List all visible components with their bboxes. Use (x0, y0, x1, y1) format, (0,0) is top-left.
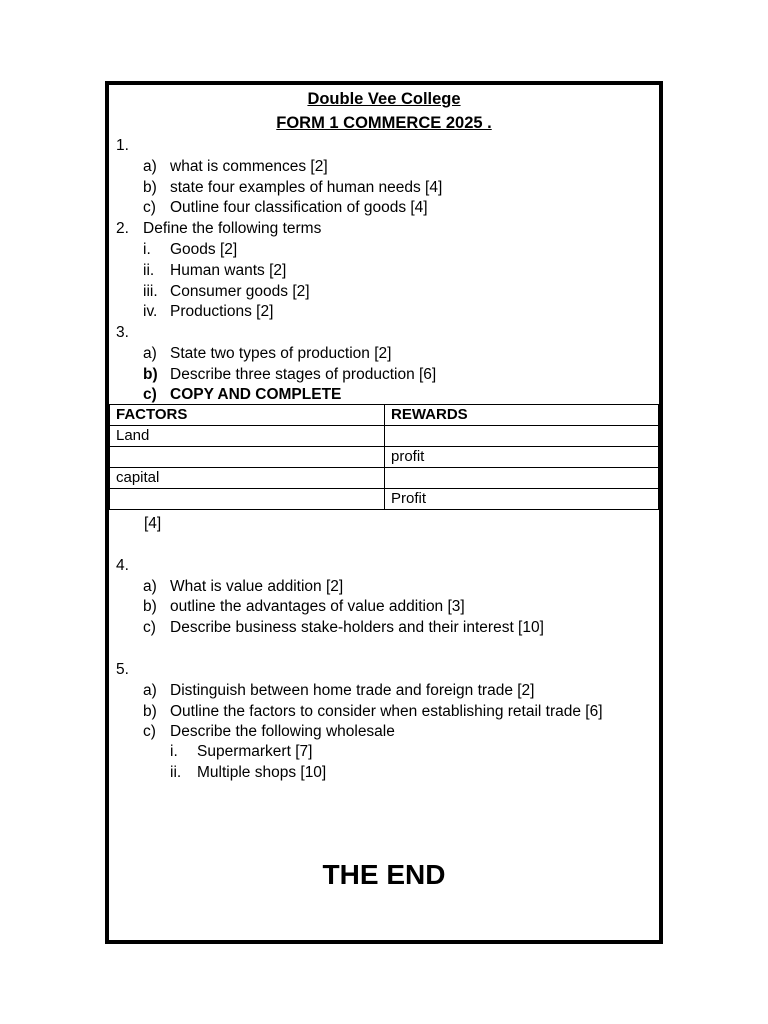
q3-b-text: Describe three stages of production [6] (170, 366, 437, 383)
q5-c-ii-text: Multiple shops [10] (197, 764, 327, 781)
q2-iii-marker: iii. (143, 283, 158, 300)
q2-text: Define the following terms (143, 220, 322, 237)
q5-c-text: Describe the following wholesale (170, 723, 395, 740)
q5-c-i-text: Supermarkert [7] (197, 743, 313, 760)
q4-c-text: Describe business stake-holders and their interest [10] (170, 619, 544, 636)
q2-iv-text: Productions [2] (170, 303, 274, 320)
table-cell (110, 447, 385, 468)
table-row (110, 468, 659, 489)
table-header-factors: FACTORS (110, 405, 385, 426)
q3-table-marks: [4] (144, 515, 162, 532)
q5-c-i-marker: i. (170, 743, 178, 760)
q2-ii-marker: ii. (143, 262, 155, 279)
q3-a-marker: a) (143, 345, 157, 362)
q3-b-marker: b) (143, 366, 158, 383)
q1-a-text: what is commences [2] (170, 158, 328, 175)
q2-i-marker: i. (143, 241, 151, 258)
q1-number: 1. (116, 137, 129, 154)
the-end-heading: THE END (322, 859, 446, 890)
q4-number: 4. (116, 557, 129, 574)
q4-a-text: What is value addition [2] (170, 578, 344, 595)
table-row (110, 426, 659, 447)
q1-c-marker: c) (143, 199, 156, 216)
q1-b-text: state four examples of human needs [4] (170, 179, 443, 196)
q5-a-text: Distinguish between home trade and foreign trade [2] (170, 682, 535, 699)
q4-b-text: outline the advantages of value addition [3] (170, 598, 465, 615)
q2-ii-text: Human wants [2] (170, 262, 287, 279)
q2-iii-text: Consumer goods [2] (170, 283, 310, 300)
exam-title: FORM 1 COMMERCE 2025 . (276, 114, 492, 132)
q3-c-text: COPY AND COMPLETE (170, 386, 342, 403)
table-cell: profit (385, 447, 659, 468)
table-header-rewards: REWARDS (385, 405, 659, 426)
table-cell (385, 468, 659, 489)
college-name: Double Vee College (307, 90, 461, 108)
q4-b-marker: b) (143, 598, 157, 615)
q4-a-marker: a) (143, 578, 157, 595)
table-header-row (110, 405, 659, 426)
q5-c-marker: c) (143, 723, 156, 740)
table-cell (110, 489, 385, 510)
q1-b-marker: b) (143, 179, 157, 196)
q5-b-marker: b) (143, 703, 157, 720)
q1-c-text: Outline four classification of goods [4] (170, 199, 428, 216)
q2-i-text: Goods [2] (170, 241, 238, 258)
q4-c-marker: c) (143, 619, 156, 636)
table-cell: Profit (385, 489, 659, 510)
q5-number: 5. (116, 661, 129, 678)
table-row (110, 447, 659, 468)
q5-a-marker: a) (143, 682, 157, 699)
factors-rewards-table (109, 404, 659, 510)
q5-c-ii-marker: ii. (170, 764, 182, 781)
q3-a-text: State two types of production [2] (170, 345, 392, 362)
table-cell: capital (110, 468, 385, 489)
table-cell: Land (110, 426, 385, 447)
q3-c-marker: c) (143, 386, 157, 403)
q3-number: 3. (116, 324, 129, 341)
q1-a-marker: a) (143, 158, 157, 175)
q2-iv-marker: iv. (143, 303, 158, 320)
exam-paper (105, 81, 663, 944)
q2-number: 2. (116, 220, 129, 237)
table-row (110, 489, 659, 510)
table-cell (385, 426, 659, 447)
q5-b-text: Outline the factors to consider when establishing retail trade [6] (170, 703, 603, 720)
